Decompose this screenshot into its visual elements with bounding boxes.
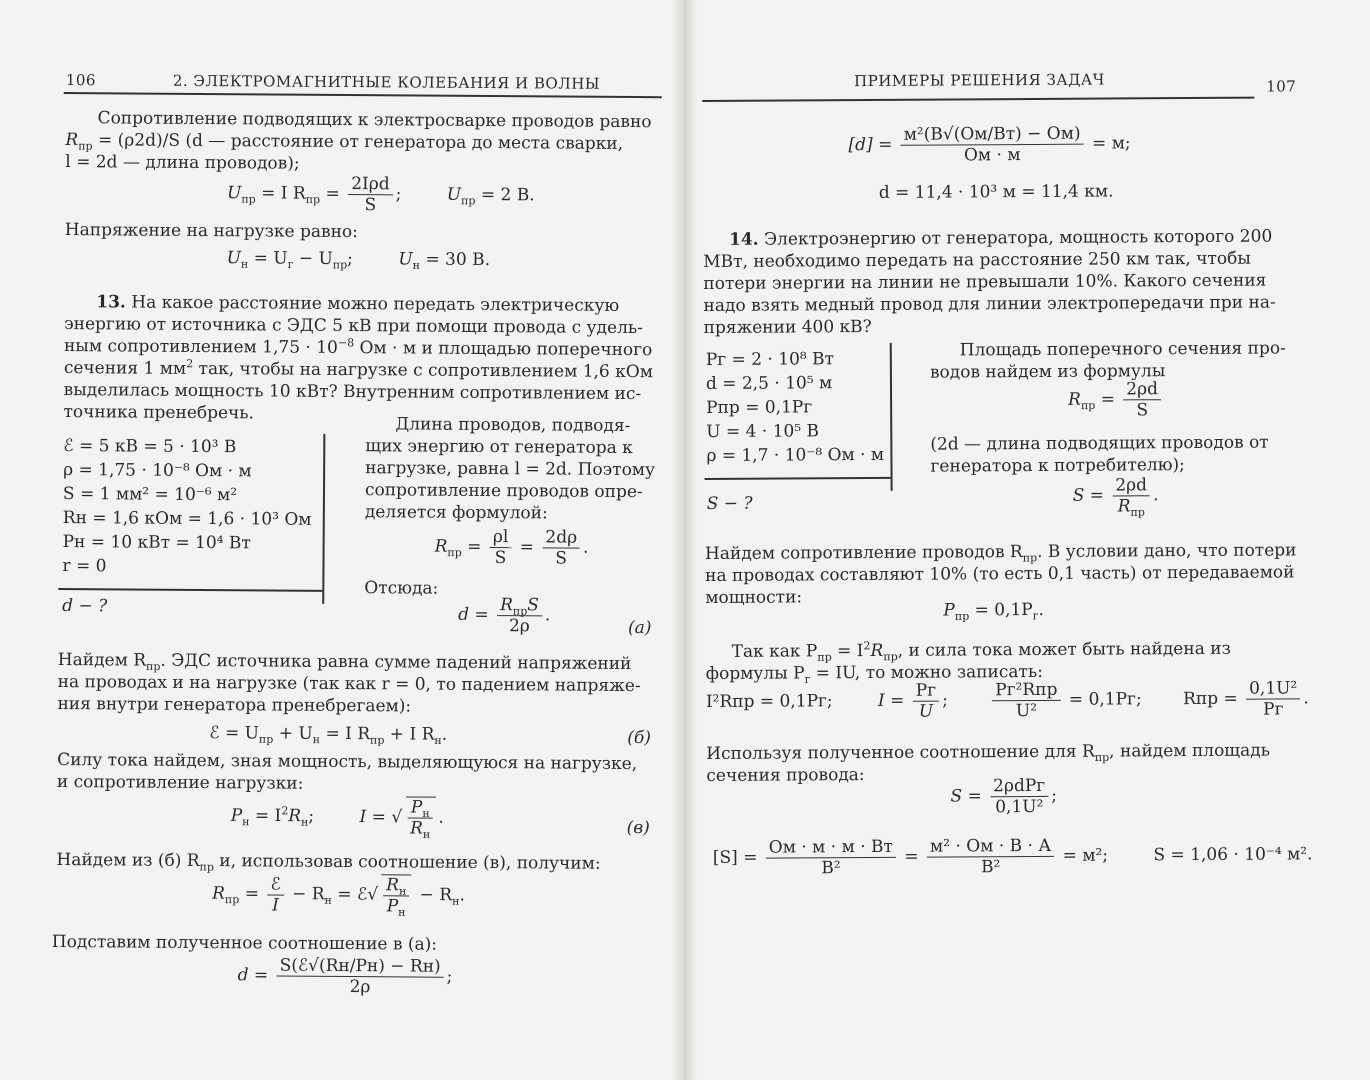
- paragraph-line: надо взять медный провод для линии электропередачи при на-: [703, 292, 1276, 316]
- equation: $R_{пр}$ = $\frac{\rho l}{S}$ = $\frac{2d\rho}{S}$ .: [434, 527, 589, 569]
- problem-13-text: 13. На какое расстояние можно передать электрическую: [96, 292, 620, 316]
- equation-tag: (б): [627, 727, 651, 749]
- paragraph-line: мощности:: [705, 587, 803, 608]
- given-item: Pпр = 0,1Pг: [706, 397, 813, 418]
- given-vertical-rule: [890, 343, 892, 491]
- given-item: r = 0: [62, 556, 107, 577]
- paragraph-line: ния внутри генератора пренебрегаем):: [57, 694, 412, 717]
- page-number-right: 107: [1266, 77, 1297, 96]
- given-item: d = 2,5 · 10⁵ м: [705, 373, 833, 394]
- equation: S = $\frac{2\rho d}{R_{пр}}$ .: [1072, 475, 1159, 519]
- paragraph-line: Так как $P_{пр} = I^2R_{пр}$, и сила тока может быть найдена из: [731, 638, 1231, 664]
- right-page: [702, 56, 1312, 1060]
- paragraph-line: формулы $P_г$ = IU, то можно записать:: [705, 661, 1043, 686]
- paragraph-line: Найдем сопротивление проводов $R_{пр}$. В условии дано, что потери: [704, 540, 1297, 565]
- equation: d = 11,4 · 10³ м = 11,4 км.: [878, 181, 1114, 203]
- side-text: сопротивление проводов опре-: [364, 480, 643, 503]
- side-text: водов найдем из формулы: [929, 361, 1166, 383]
- given-item: ρ = 1,7 · 10⁻⁸ Ом · м: [706, 444, 885, 466]
- left-page: [51, 60, 664, 1064]
- equation: $R_{пр}$ = $\frac{\text{ℰ}}{I}$ − $R_н$ = ℰ√ $\frac{R_н}{P_н}$ − $R_н$.: [212, 874, 465, 919]
- paragraph-line: точника пренебречь.: [63, 402, 255, 424]
- given-divider: [58, 588, 322, 591]
- paragraph-line: Силу тока найдем, зная мощность, выделяющуюся на нагрузке,: [57, 750, 638, 775]
- paragraph-line: Подставим полученное соотношение в (а):: [51, 931, 438, 955]
- paragraph-line: выделилась мощность 10 кВт? Внутренним сопротивлением ис-: [63, 380, 642, 405]
- paragraph-line: энергию от источника с ЭДС 5 кВ при помощи провода с удель-: [64, 314, 643, 339]
- side-text: генератора к потребителю);: [930, 455, 1185, 477]
- side-text: деляется формулой:: [364, 502, 548, 524]
- running-head-left: 2. ЭЛЕКТРОМАГНИТНЫЕ КОЛЕБАНИЯ И ВОЛНЫ: [172, 71, 601, 93]
- side-text: щих энергию от генератора к: [365, 436, 633, 459]
- paragraph-line: на проводах составляют 10% (то есть 0,1 часть) от передаваемой: [705, 562, 1295, 586]
- equation: d = $\frac{\text{S(ℰ√(Rн/Pн) − Rн)}}{2\rho}$ ;: [237, 955, 453, 998]
- equation: d = $\frac{R_{пр}S}{2\rho}$ .: [458, 595, 551, 637]
- side-text: Длина проводов, подводя-: [395, 414, 631, 437]
- given-vertical-rule: [322, 434, 325, 604]
- equation: $P_{пр} = 0,1P_г$.: [943, 599, 1044, 623]
- given-item: Rн = 1,6 кОм = 1,6 · 10³ Ом: [62, 508, 312, 530]
- given-item: Pн = 10 кВт = 10⁴ Вт: [62, 532, 251, 554]
- paragraph-line: Найдем $R_{пр}$. ЭДС источника равна сумме падений напряжений: [57, 650, 632, 675]
- paragraph-line: Используя полученное соотношение для $R_{пр}$, найдем площадь: [706, 740, 1271, 765]
- equation: $P_н = I^2R_н$; I = √ $\frac{P_н}{R_н}$ .: [230, 797, 444, 842]
- paragraph-line: сечения провода:: [706, 765, 865, 786]
- paragraph-line: МВт, необходимо передать на расстояние 250 км так, чтобы: [703, 248, 1251, 272]
- paragraph-line: Напряжение на нагрузке равно:: [64, 220, 358, 243]
- equation-row: I²Rпр = 0,1Pг; I = $\frac{Pг}{U}$ ; $\frac{\text{Pг²Rпр}}{\text{U²}}$ = 0,1Pг; Rпр = $\frac{\text{0,1U²}}{Pг}$ .: [705, 678, 1309, 722]
- paragraph-line: $R_{пр} = (\rho 2d)/S$ (d — расстояние от генератора до места сварки,: [65, 130, 624, 154]
- side-text: нагрузке, равна l = 2d. Поэтому: [365, 458, 656, 481]
- paragraph-line: пряжении 400 кВ?: [703, 316, 872, 338]
- equation: $U_н = U_г - U_{пр}$; $U_н = 30$ В.: [226, 248, 491, 272]
- equation: ℰ = $U_{пр} + U_н = I$ $R_{пр} + I$ $R_н$.: [209, 723, 448, 748]
- book-gutter: [672, 0, 698, 1080]
- equation: $R_{пр}$ = $\frac{2\rho d}{S}$: [1068, 379, 1164, 421]
- equation: S = $\frac{\text{2ρdPг}}{\text{0,1U²}}$ ;: [950, 775, 1058, 818]
- equation-tag: (а): [627, 617, 652, 639]
- paragraph-line: сечения 1 $мм^2$ так, чтобы на нагрузке с сопротивлением 1,6 кОм: [63, 357, 654, 383]
- paragraph-line: l = 2d — длина проводов);: [65, 152, 300, 174]
- given-divider: [705, 477, 891, 480]
- find-item: d − ?: [62, 596, 108, 617]
- equation: [d] = $\frac{\text{м²(В√(Ом/Вт) − Ом)}}{Ом \cdot м}$ = м;: [848, 123, 1131, 166]
- equation-tag: (в): [626, 817, 650, 839]
- side-text: (2d — длина подводящих проводов от: [930, 432, 1269, 455]
- given-item: S = 1 мм² = 10⁻⁶ м²: [62, 484, 238, 506]
- paragraph-line: и сопротивление нагрузки:: [56, 772, 304, 794]
- paragraph-line: ным сопротивлением $1,75 \cdot 10^{-8}$ Ом · м и площадью поперечного: [63, 336, 653, 361]
- paragraph-line: Найдем из (б) $R_{пр}$ и, использовав соотношение (в), получим:: [56, 850, 601, 874]
- equation: $U_{пр} = I$ $R_{пр}$ = $\frac{\text{2Iρd}}{S}$ ; $U_{пр} = 2$ В.: [227, 174, 535, 216]
- given-item: ℰ = 5 кВ = 5 · 10³ В: [63, 436, 237, 458]
- given-item: Pг = 2 · 10⁸ Вт: [705, 349, 835, 370]
- given-item: ρ = 1,75 · 10⁻⁸ Ом · м: [63, 460, 252, 482]
- page-number-left: 106: [65, 71, 97, 90]
- equation-row: [S] = $\frac{Ом \cdot м \cdot м \cdot Вт}{\text{В²}}$ = $\frac{\text{м² · Ом · В · А}}{\text{В²}}$ = м²; S = 1,06 · 10⁻⁴ м².: [712, 835, 1313, 879]
- paragraph-line: потери энергии на линии не превышали 10%. Какого сечения: [703, 270, 1267, 294]
- header-rule-right: [702, 97, 1254, 102]
- paragraph-line: Сопротивление подводящих к электросварке проводов равно: [97, 108, 652, 133]
- find-item: S − ?: [706, 493, 753, 514]
- side-text: Отсюда:: [364, 578, 439, 599]
- given-item: U = 4 · 10⁵ В: [706, 421, 820, 442]
- problem-14-text: 14. Электроэнергию от генератора, мощность которого 200: [729, 226, 1273, 250]
- side-text: Площадь поперечного сечения про-: [959, 338, 1286, 361]
- paragraph-line: на проводах и на нагрузке (так как r = 0, то падением напряже-: [57, 672, 641, 697]
- running-head-right: ПРИМЕРЫ РЕШЕНИЯ ЗАДАЧ: [854, 70, 1105, 91]
